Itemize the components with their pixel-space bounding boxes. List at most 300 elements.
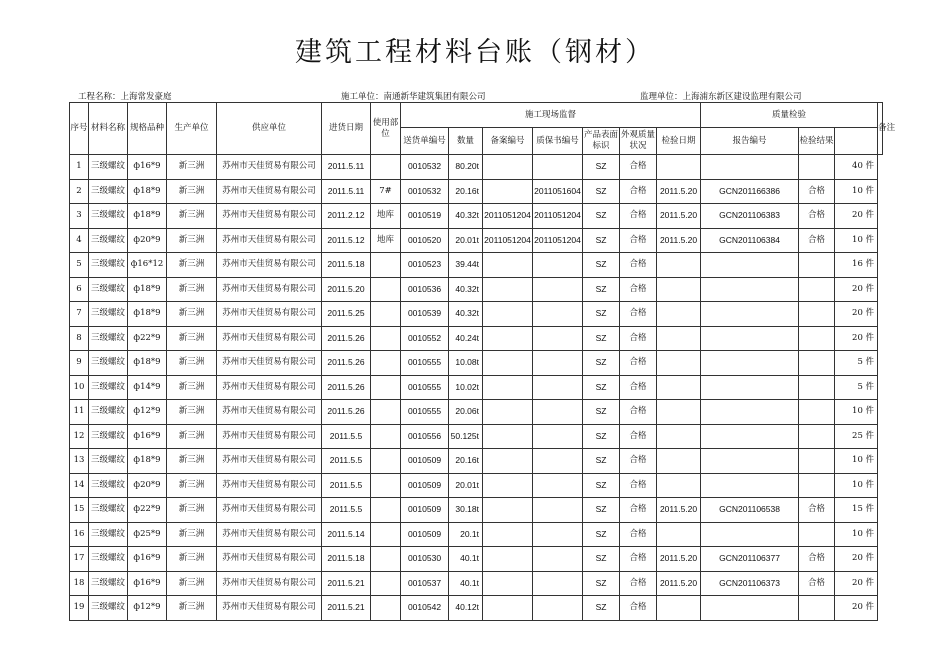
row-report-no: [701, 375, 799, 400]
row-producer: 新三洲: [167, 547, 217, 572]
row-appearance: 合格: [620, 400, 657, 425]
header-date: 进货日期: [322, 103, 371, 155]
row-result: 合格: [799, 179, 835, 204]
row-delivery-no: 0010555: [401, 351, 449, 376]
row-report-no: [701, 424, 799, 449]
row-test-date: 2011.5.20: [657, 204, 701, 229]
row-result: 合格: [799, 498, 835, 523]
row-material: 三级螺纹: [89, 375, 128, 400]
row-date: 2011.5.21: [322, 596, 371, 621]
row-supplier: 苏州市天佳贸易有限公司: [217, 449, 322, 474]
row-use: [371, 473, 401, 498]
row-use: 地库: [371, 204, 401, 229]
table-row: [70, 498, 883, 523]
row-record-no: [483, 473, 533, 498]
row-appearance: 合格: [620, 547, 657, 572]
row-result: [799, 253, 835, 278]
table-row: [70, 253, 883, 278]
row-use: [371, 375, 401, 400]
row-remark: 15 件: [835, 498, 878, 523]
row-spec: ф18*9: [128, 204, 167, 229]
row-cert-no: [533, 155, 583, 180]
row-qty: 80.20t: [449, 155, 483, 180]
row-appearance: 合格: [620, 596, 657, 621]
header-qty: 数量: [449, 128, 483, 155]
row-record-no: [483, 351, 533, 376]
row-report-no: [701, 400, 799, 425]
row-remark: 10 件: [835, 228, 878, 253]
row-material: 三级螺纹: [89, 571, 128, 596]
row-supplier: 苏州市天佳贸易有限公司: [217, 351, 322, 376]
header-quality-check: 质量检验: [701, 103, 878, 128]
supervisor-name: 监理单位：上海浦东新区建设监理有限公司: [640, 92, 802, 102]
row-report-no: GCN201106538: [701, 498, 799, 523]
row-supplier: 苏州市天佳贸易有限公司: [217, 302, 322, 327]
table-row: [70, 424, 883, 449]
row-date: 2011.5.5: [322, 473, 371, 498]
row-result: [799, 596, 835, 621]
row-delivery-no: 0010509: [401, 473, 449, 498]
row-qty: 20.1t: [449, 522, 483, 547]
row-report-no: [701, 253, 799, 278]
row-record-no: [483, 400, 533, 425]
table-row: [70, 204, 883, 229]
row-label: SZ: [583, 302, 620, 327]
row-supplier: 苏州市天佳贸易有限公司: [217, 204, 322, 229]
row-supplier: 苏州市天佳贸易有限公司: [217, 253, 322, 278]
row-spec: ф18*9: [128, 351, 167, 376]
row-supplier: 苏州市天佳贸易有限公司: [217, 277, 322, 302]
header-producer: 生产单位: [167, 103, 217, 155]
row-remark: 5 件: [835, 375, 878, 400]
header-remark: 备注: [878, 103, 883, 155]
row-cert-no: [533, 473, 583, 498]
row-material: 三级螺纹: [89, 596, 128, 621]
header-seq: 序号: [70, 103, 89, 155]
row-test-date: 2011.5.20: [657, 179, 701, 204]
row-date: 2011.5.5: [322, 449, 371, 474]
table-row: [70, 473, 883, 498]
row-date: 2011.5.21: [322, 571, 371, 596]
table-row: [70, 326, 883, 351]
row-producer: 新三洲: [167, 351, 217, 376]
row-remark: 20 件: [835, 277, 878, 302]
row-producer: 新三洲: [167, 375, 217, 400]
row-report-no: [701, 277, 799, 302]
row-spec: ф12*9: [128, 400, 167, 425]
row-test-date: [657, 424, 701, 449]
table-row: [70, 179, 883, 204]
row-result: [799, 375, 835, 400]
row-result: [799, 326, 835, 351]
row-label: SZ: [583, 179, 620, 204]
row-supplier: 苏州市天佳贸易有限公司: [217, 400, 322, 425]
project-name: 工程名称：上海常发豪庭: [78, 92, 172, 102]
row-date: 2011.2.12: [322, 204, 371, 229]
row-appearance: 合格: [620, 351, 657, 376]
row-date: 2011.5.26: [322, 400, 371, 425]
row-record-no: [483, 424, 533, 449]
row-appearance: 合格: [620, 571, 657, 596]
row-appearance: 合格: [620, 204, 657, 229]
row-test-date: [657, 302, 701, 327]
row-delivery-no: 0010519: [401, 204, 449, 229]
row-result: [799, 522, 835, 547]
row-seq: 5: [70, 253, 89, 278]
row-result: 合格: [799, 228, 835, 253]
row-test-date: [657, 449, 701, 474]
row-cert-no: [533, 522, 583, 547]
row-date: 2011.5.5: [322, 424, 371, 449]
row-appearance: 合格: [620, 473, 657, 498]
row-cert-no: [533, 326, 583, 351]
row-spec: ф18*9: [128, 277, 167, 302]
row-delivery-no: 0010552: [401, 326, 449, 351]
row-test-date: [657, 155, 701, 180]
row-remark: 20 件: [835, 596, 878, 621]
row-producer: 新三洲: [167, 449, 217, 474]
contractor-name: 施工单位：南通新华建筑集团有限公司: [341, 92, 486, 102]
row-use: [371, 326, 401, 351]
header-supplier: 供应单位: [217, 103, 322, 155]
row-cert-no: [533, 424, 583, 449]
row-material: 三级螺纹: [89, 228, 128, 253]
table-row: [70, 547, 883, 572]
row-supplier: 苏州市天佳贸易有限公司: [217, 179, 322, 204]
row-appearance: 合格: [620, 375, 657, 400]
row-cert-no: [533, 375, 583, 400]
row-spec: ф20*9: [128, 473, 167, 498]
row-material: 三级螺纹: [89, 351, 128, 376]
header-use: 使用部位: [371, 103, 401, 155]
row-use: [371, 351, 401, 376]
row-record-no: 2011051204: [483, 228, 533, 253]
row-seq: 9: [70, 351, 89, 376]
row-date: 2011.5.18: [322, 253, 371, 278]
row-spec: ф22*9: [128, 498, 167, 523]
header-appearance: 外观质量状况: [620, 128, 657, 155]
row-delivery-no: 0010509: [401, 498, 449, 523]
row-spec: ф16*9: [128, 547, 167, 572]
row-cert-no: [533, 449, 583, 474]
row-remark: 20 件: [835, 204, 878, 229]
material-ledger-table: [69, 102, 896, 621]
row-cert-no: 2011051204: [533, 204, 583, 229]
row-cert-no: [533, 498, 583, 523]
row-appearance: 合格: [620, 326, 657, 351]
row-delivery-no: 0010532: [401, 155, 449, 180]
table-row: [70, 375, 883, 400]
row-result: [799, 155, 835, 180]
row-date: 2011.5.12: [322, 228, 371, 253]
row-record-no: [483, 277, 533, 302]
row-test-date: [657, 400, 701, 425]
row-qty: 20.01t: [449, 473, 483, 498]
header-result: 检验结果: [799, 128, 835, 155]
row-label: SZ: [583, 155, 620, 180]
header-record-no: 备案编号: [483, 128, 533, 155]
row-producer: 新三洲: [167, 473, 217, 498]
row-test-date: [657, 375, 701, 400]
row-label: SZ: [583, 400, 620, 425]
row-appearance: 合格: [620, 155, 657, 180]
table-row: [70, 522, 883, 547]
row-spec: ф18*9: [128, 449, 167, 474]
row-date: 2011.5.26: [322, 375, 371, 400]
row-report-no: GCN201106384: [701, 228, 799, 253]
row-supplier: 苏州市天佳贸易有限公司: [217, 522, 322, 547]
row-test-date: [657, 473, 701, 498]
header-material: 材料名称: [89, 103, 128, 155]
row-qty: 20.01t: [449, 228, 483, 253]
row-delivery-no: 0010542: [401, 596, 449, 621]
row-spec: ф22*9: [128, 326, 167, 351]
row-result: 合格: [799, 547, 835, 572]
page-title: 建筑工程材料台账（钢材）: [295, 37, 655, 68]
row-result: [799, 400, 835, 425]
row-date: 2011.5.26: [322, 326, 371, 351]
row-record-no: [483, 547, 533, 572]
row-delivery-no: 0010536: [401, 277, 449, 302]
row-qty: 40.12t: [449, 596, 483, 621]
row-delivery-no: 0010509: [401, 449, 449, 474]
row-record-no: [483, 253, 533, 278]
table-row: [70, 351, 883, 376]
row-producer: 新三洲: [167, 571, 217, 596]
row-appearance: 合格: [620, 277, 657, 302]
row-supplier: 苏州市天佳贸易有限公司: [217, 326, 322, 351]
table-row: [70, 596, 883, 621]
row-spec: ф18*9: [128, 179, 167, 204]
row-material: 三级螺纹: [89, 473, 128, 498]
row-report-no: GCN201166386: [701, 179, 799, 204]
row-qty: 40.32t: [449, 204, 483, 229]
row-material: 三级螺纹: [89, 400, 128, 425]
row-spec: ф16*9: [128, 571, 167, 596]
row-label: SZ: [583, 522, 620, 547]
row-appearance: 合格: [620, 522, 657, 547]
row-use: 7#: [371, 179, 401, 204]
row-qty: 50.125t: [449, 424, 483, 449]
row-record-no: [483, 498, 533, 523]
row-test-date: [657, 351, 701, 376]
row-qty: 10.02t: [449, 375, 483, 400]
row-label: SZ: [583, 424, 620, 449]
row-appearance: 合格: [620, 253, 657, 278]
row-label: SZ: [583, 596, 620, 621]
row-producer: 新三洲: [167, 424, 217, 449]
row-delivery-no: 0010555: [401, 400, 449, 425]
table-row: [70, 302, 883, 327]
row-report-no: GCN201106373: [701, 571, 799, 596]
row-delivery-no: 0010523: [401, 253, 449, 278]
row-label: SZ: [583, 204, 620, 229]
row-cert-no: [533, 253, 583, 278]
row-report-no: [701, 449, 799, 474]
row-record-no: [483, 571, 533, 596]
row-label: SZ: [583, 449, 620, 474]
row-test-date: 2011.5.20: [657, 228, 701, 253]
row-spec: ф25*9: [128, 522, 167, 547]
row-qty: 30.18t: [449, 498, 483, 523]
row-material: 三级螺纹: [89, 204, 128, 229]
row-test-date: [657, 253, 701, 278]
row-use: [371, 449, 401, 474]
row-result: 合格: [799, 571, 835, 596]
table-row: [70, 449, 883, 474]
row-cert-no: [533, 547, 583, 572]
row-producer: 新三洲: [167, 277, 217, 302]
row-label: SZ: [583, 547, 620, 572]
row-remark: 20 件: [835, 302, 878, 327]
row-remark: 10 件: [835, 449, 878, 474]
row-spec: ф20*9: [128, 228, 167, 253]
row-delivery-no: 0010509: [401, 522, 449, 547]
row-label: SZ: [583, 375, 620, 400]
row-qty: 40.32t: [449, 302, 483, 327]
row-result: [799, 351, 835, 376]
row-date: 2011.5.20: [322, 277, 371, 302]
row-material: 三级螺纹: [89, 326, 128, 351]
row-appearance: 合格: [620, 228, 657, 253]
row-seq: 13: [70, 449, 89, 474]
row-qty: 40.32t: [449, 277, 483, 302]
row-use: [371, 547, 401, 572]
row-material: 三级螺纹: [89, 155, 128, 180]
row-record-no: [483, 375, 533, 400]
row-supplier: 苏州市天佳贸易有限公司: [217, 155, 322, 180]
row-producer: 新三洲: [167, 155, 217, 180]
table-row: [70, 277, 883, 302]
row-record-no: [483, 155, 533, 180]
row-appearance: 合格: [620, 179, 657, 204]
header-delivery-no: 送货单编号: [401, 128, 449, 155]
row-supplier: 苏州市天佳贸易有限公司: [217, 498, 322, 523]
row-report-no: [701, 473, 799, 498]
row-material: 三级螺纹: [89, 253, 128, 278]
row-supplier: 苏州市天佳贸易有限公司: [217, 424, 322, 449]
row-seq: 3: [70, 204, 89, 229]
row-delivery-no: 0010555: [401, 375, 449, 400]
row-report-no: [701, 522, 799, 547]
row-material: 三级螺纹: [89, 498, 128, 523]
header-test-date: 检验日期: [657, 128, 701, 155]
row-spec: ф14*9: [128, 375, 167, 400]
row-cert-no: [533, 277, 583, 302]
row-date: 2011.5.26: [322, 351, 371, 376]
row-cert-no: 2011051604: [533, 179, 583, 204]
row-spec: ф12*9: [128, 596, 167, 621]
row-producer: 新三洲: [167, 400, 217, 425]
row-spec: ф16*12: [128, 253, 167, 278]
row-material: 三级螺纹: [89, 522, 128, 547]
row-report-no: [701, 326, 799, 351]
row-date: 2011.5.11: [322, 155, 371, 180]
row-date: 2011.5.14: [322, 522, 371, 547]
row-use: [371, 571, 401, 596]
row-seq: 15: [70, 498, 89, 523]
row-delivery-no: 0010520: [401, 228, 449, 253]
row-remark: 5 件: [835, 351, 878, 376]
row-delivery-no: 0010530: [401, 547, 449, 572]
row-cert-no: 2011051204: [533, 228, 583, 253]
row-use: [371, 155, 401, 180]
header-cert-no: 质保书编号: [533, 128, 583, 155]
row-delivery-no: 0010532: [401, 179, 449, 204]
row-qty: 40.1t: [449, 571, 483, 596]
row-label: SZ: [583, 253, 620, 278]
row-date: 2011.5.25: [322, 302, 371, 327]
row-material: 三级螺纹: [89, 449, 128, 474]
row-label: SZ: [583, 571, 620, 596]
row-report-no: [701, 351, 799, 376]
row-appearance: 合格: [620, 498, 657, 523]
row-use: 地库: [371, 228, 401, 253]
row-appearance: 合格: [620, 424, 657, 449]
row-seq: 14: [70, 473, 89, 498]
row-cert-no: [533, 351, 583, 376]
row-seq: 1: [70, 155, 89, 180]
row-supplier: 苏州市天佳贸易有限公司: [217, 571, 322, 596]
row-seq: 11: [70, 400, 89, 425]
row-material: 三级螺纹: [89, 179, 128, 204]
row-qty: 10.08t: [449, 351, 483, 376]
row-qty: 20.16t: [449, 179, 483, 204]
row-date: 2011.5.18: [322, 547, 371, 572]
row-test-date: [657, 522, 701, 547]
row-label: SZ: [583, 277, 620, 302]
row-material: 三级螺纹: [89, 547, 128, 572]
row-seq: 16: [70, 522, 89, 547]
row-use: [371, 253, 401, 278]
row-use: [371, 596, 401, 621]
row-result: [799, 449, 835, 474]
row-seq: 2: [70, 179, 89, 204]
row-producer: 新三洲: [167, 204, 217, 229]
row-producer: 新三洲: [167, 302, 217, 327]
row-report-no: GCN201106377: [701, 547, 799, 572]
row-date: 2011.5.11: [322, 179, 371, 204]
table-row: [70, 228, 883, 253]
row-date: 2011.5.5: [322, 498, 371, 523]
table-row: [70, 155, 883, 180]
row-label: SZ: [583, 351, 620, 376]
row-report-no: [701, 155, 799, 180]
row-label: SZ: [583, 473, 620, 498]
ledger-body: [70, 155, 883, 621]
row-use: [371, 424, 401, 449]
row-record-no: [483, 302, 533, 327]
header-report-no: 报告编号: [701, 128, 799, 155]
row-appearance: 合格: [620, 302, 657, 327]
row-seq: 8: [70, 326, 89, 351]
row-cert-no: [533, 596, 583, 621]
table-row: [70, 400, 883, 425]
row-result: [799, 277, 835, 302]
row-seq: 17: [70, 547, 89, 572]
row-use: [371, 277, 401, 302]
header-site-supervision: 施工现场监督: [401, 103, 701, 128]
row-result: [799, 302, 835, 327]
row-remark: 20 件: [835, 547, 878, 572]
row-test-date: 2011.5.20: [657, 498, 701, 523]
row-record-no: [483, 326, 533, 351]
row-remark: 40 件: [835, 155, 878, 180]
row-use: [371, 302, 401, 327]
row-report-no: [701, 596, 799, 621]
header-label: 产品表面标识: [583, 128, 620, 155]
row-record-no: [483, 179, 533, 204]
